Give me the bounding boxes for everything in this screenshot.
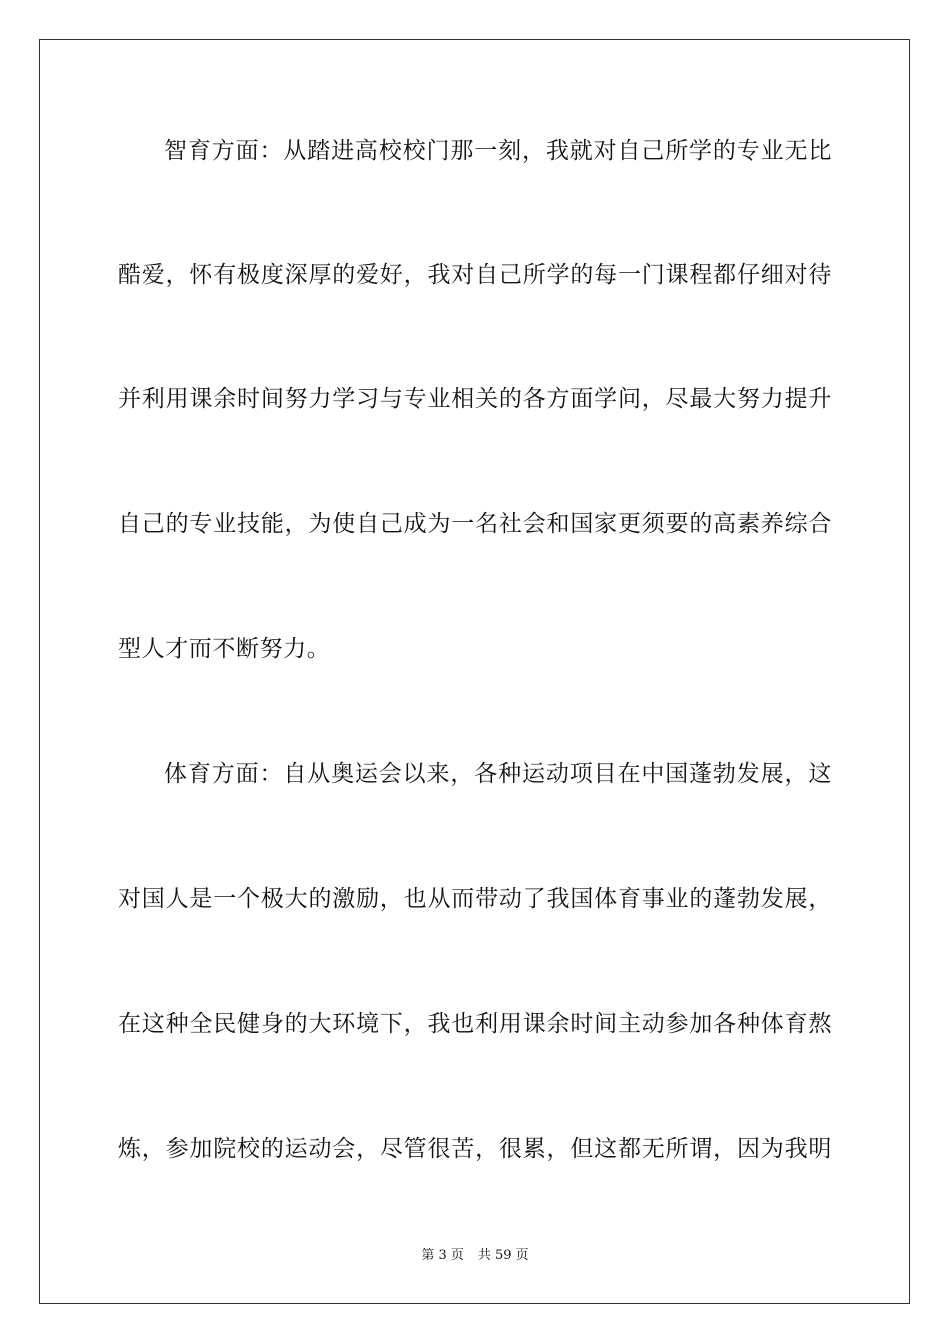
paragraph-sports-line-4: 炼，参加院校的运动会，尽管很苦，很累，但这都无所谓，因为我明: [118, 1136, 832, 1162]
page-number: 第 3 页: [421, 1248, 464, 1263]
paragraph-intellectual-line-2: 酷爱，怀有极度深厚的爱好，我对自己所学的每一门课程都仔细对待: [118, 262, 832, 288]
paragraph-intellectual-line-1: 智育方面：从踏进高校校门那一刻，我就对自己所学的专业无比: [164, 138, 832, 164]
paragraph-intellectual-line-5: 型人才而不断努力。: [118, 636, 331, 662]
total-pages: 共 59 页: [477, 1248, 529, 1263]
paragraph-intellectual-line-4: 自己的专业技能，为使自己成为一名社会和国家更须要的高素养综合: [118, 511, 832, 537]
paragraph-sports-line-3: 在这种全民健身的大环境下，我也利用课余时间主动参加各种体育熬: [118, 1011, 832, 1037]
page-footer: [0, 1247, 950, 1265]
paragraph-sports-line-2: 对国人是一个极大的激励，也从而带动了我国体育事业的蓬勃发展，: [118, 886, 832, 912]
paragraph-sports-line-1: 体育方面：自从奥运会以来，各种运动项目在中国蓬勃发展，这: [164, 761, 832, 787]
paragraph-intellectual-line-3: 并利用课余时间努力学习与专业相关的各方面学问，尽最大努力提升: [118, 386, 832, 412]
page-border: [39, 39, 910, 1304]
